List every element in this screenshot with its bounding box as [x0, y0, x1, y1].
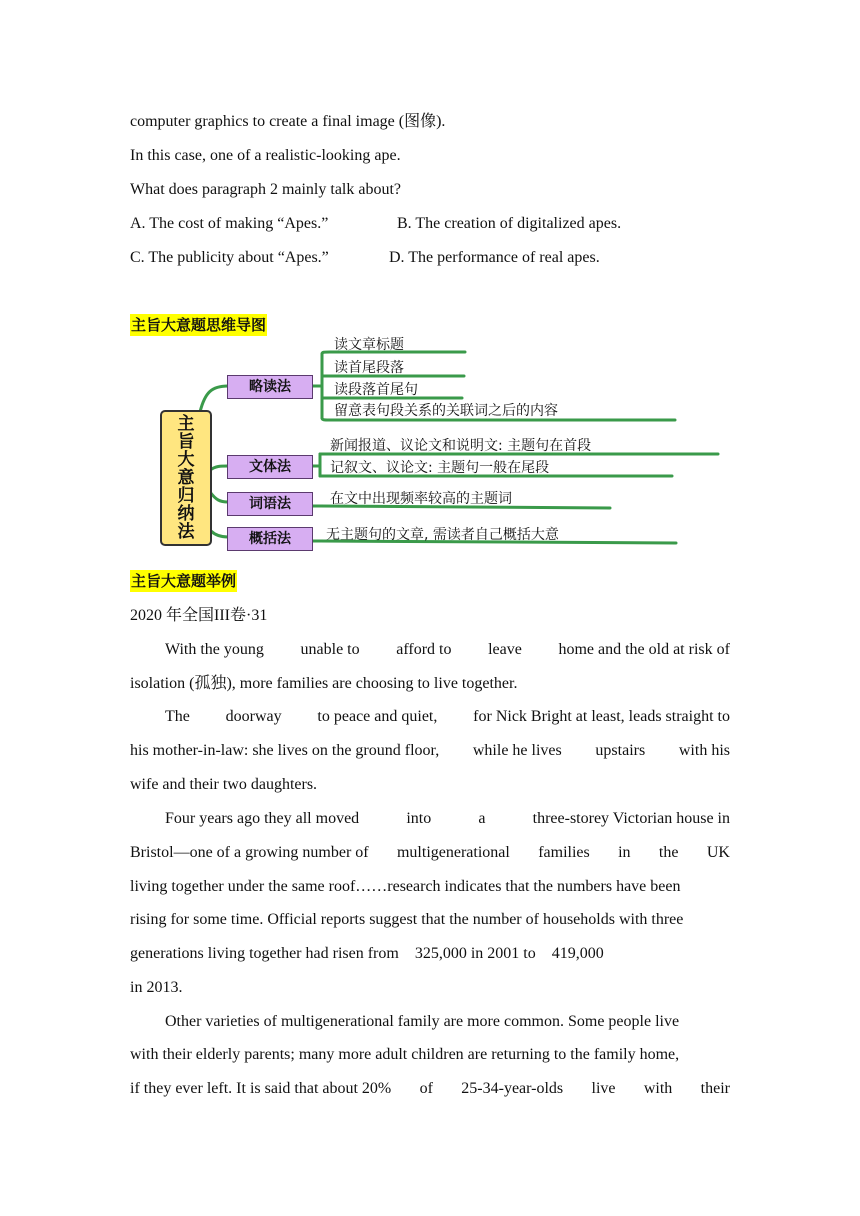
mindmap-branch-skim: 略读法 — [227, 375, 313, 399]
paragraph-line: wife and their two daughters. — [130, 776, 318, 793]
center-char: 归 — [177, 486, 195, 506]
paragraph-line — [130, 1079, 730, 1099]
example-heading: 主旨大意题举例 — [131, 572, 237, 590]
paragraph-line — [130, 843, 730, 863]
word: unable to — [300, 641, 360, 658]
mindmap-branch-words: 词语法 — [227, 492, 313, 516]
example-source: 2020 年全国III卷·31 — [130, 607, 268, 624]
paragraph-line — [130, 741, 730, 761]
word: of — [419, 1080, 433, 1097]
center-char: 主 — [177, 414, 195, 434]
center-char: 大 — [177, 450, 195, 470]
mindmap-leaf: 无主题句的文章, 需读者自己概括大意 — [326, 527, 559, 543]
passage-line: computer graphics to create a final image (图像). — [130, 113, 446, 130]
word: UK — [706, 844, 730, 861]
option-a: A. The cost of making “Apes.” — [130, 215, 329, 232]
word: his mother-in-law: she lives on the ground floor, — [130, 742, 440, 759]
mindmap-leaf: 新闻报道、议论文和说明文: 主题句在首段 — [330, 438, 592, 454]
paragraph-line: isolation (孤独), more families are choosing to live together. — [130, 675, 518, 692]
word: doorway — [225, 708, 282, 725]
word: with his — [678, 742, 730, 759]
mindmap-leaf: 读首尾段落 — [334, 360, 404, 376]
paragraph-line: rising for some time. Official reports suggest that the number of households with three — [130, 911, 684, 928]
center-char: 旨 — [177, 432, 195, 452]
option-c: C. The publicity about “Apes.” — [130, 249, 329, 266]
mindmap-heading: 主旨大意题思维导图 — [131, 316, 267, 334]
mindmap-leaf: 记叙文、议论文: 主题句一般在尾段 — [330, 460, 550, 476]
mindmap-center-node — [160, 410, 212, 546]
paragraph-line: in 2013. — [130, 979, 183, 996]
center-char: 法 — [177, 522, 195, 542]
paragraph-line — [165, 809, 730, 829]
word: into — [406, 810, 432, 827]
word: while he lives — [472, 742, 562, 759]
option-b: B. The creation of digitalized apes. — [397, 215, 622, 232]
paragraph-line: with their elderly parents; many more adult children are returning to the family home, — [130, 1046, 680, 1063]
word: 25-34-year-olds — [461, 1080, 564, 1097]
paragraph-line: living together under the same roof……research indicates that the numbers have been — [130, 878, 681, 895]
mindmap-leaf: 在文中出现频率较高的主题词 — [330, 491, 512, 507]
word: families — [538, 844, 590, 861]
paragraph-line — [165, 707, 730, 727]
word: their — [700, 1080, 730, 1097]
word: The — [165, 708, 190, 725]
word: a — [478, 810, 486, 827]
word: home and the old at risk of — [558, 641, 730, 658]
word: upstairs — [595, 742, 646, 759]
word: With the young — [165, 641, 264, 658]
word: leave — [488, 641, 522, 658]
word: three-storey Victorian house in — [532, 810, 730, 827]
word: Four years ago they all moved — [165, 810, 360, 827]
paragraph-line: Other varieties of multigenerational family are more common. Some people live — [165, 1013, 680, 1030]
mindmap-branch-summary: 概括法 — [227, 527, 313, 551]
word: in — [618, 844, 631, 861]
word: to peace and quiet, — [317, 708, 438, 725]
word: the — [658, 844, 679, 861]
word: if they ever left. It is said that about 20% — [130, 1080, 392, 1097]
question-text: What does paragraph 2 mainly talk about? — [130, 181, 402, 198]
word: for Nick Bright at least, leads straight to — [473, 708, 730, 725]
paragraph-line: generations living together had risen from 325,000 in 2001 to 419,000 — [130, 945, 604, 962]
word: afford to — [396, 641, 452, 658]
paragraph-line — [165, 640, 730, 660]
word: Bristol—one of a growing number of — [130, 844, 369, 861]
mindmap-branch-genre: 文体法 — [227, 455, 313, 479]
mindmap-leaf: 读文章标题 — [334, 337, 404, 353]
mindmap-leaf: 读段落首尾句 — [334, 382, 418, 398]
mindmap-leaf: 留意表句段关系的关联词之后的内容 — [334, 403, 558, 419]
center-char: 纳 — [177, 504, 195, 524]
word: live — [591, 1080, 616, 1097]
center-char: 意 — [177, 468, 195, 488]
option-d: D. The performance of real apes. — [389, 249, 600, 266]
passage-line: In this case, one of a realistic-looking ape. — [130, 147, 401, 164]
word: multigenerational — [396, 844, 510, 861]
word: with — [643, 1080, 673, 1097]
